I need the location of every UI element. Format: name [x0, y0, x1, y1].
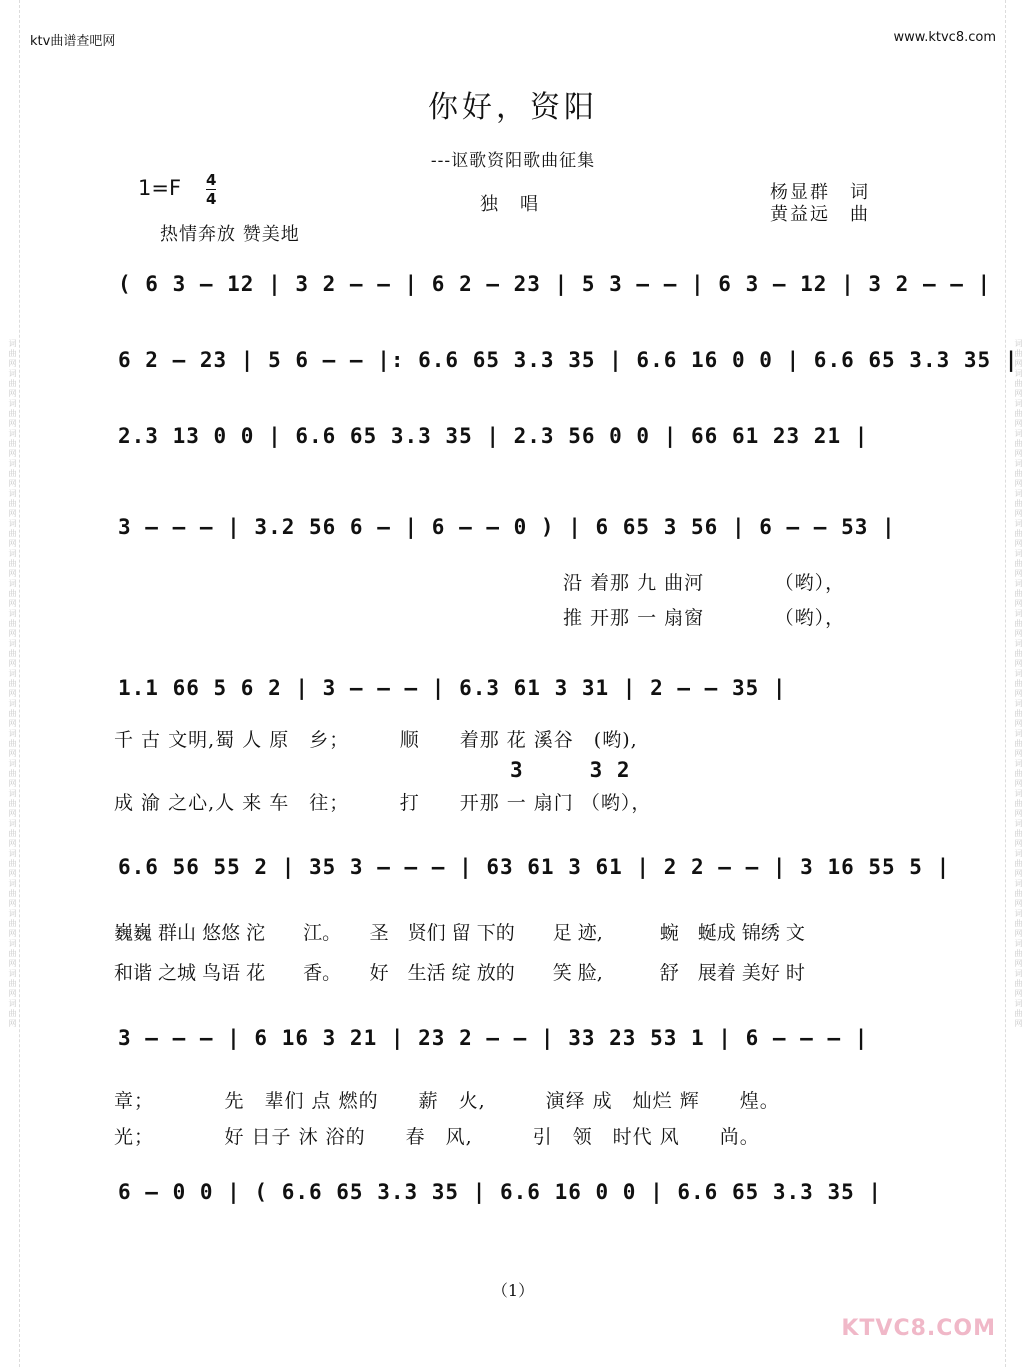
- left-margin-line: [19, 0, 20, 1367]
- page-number: （1）: [491, 1281, 535, 1300]
- lyric-verse2-line5: 成 渝 之心,人 来 车 往； 打 开那 一 扇门 （哟），: [114, 792, 652, 814]
- notation-line-6: 6.6 56 55 2 | 35 3 – – – | 63 61 3 61 | 2 2 – – | 3 16 55 5 |: [118, 855, 951, 879]
- side-watermark-left: 词曲网词曲网词曲网词曲网词曲网词曲网词曲网词曲网词曲网词曲网词曲网词曲网词曲网词曲网词曲网词曲网词曲网词曲网词曲网词曲网词曲网词曲网词曲网: [8, 338, 17, 1029]
- song-subtitle: ---讴歌资阳歌曲征集: [430, 151, 596, 171]
- lyricist-credit: 杨显群 词: [770, 182, 870, 203]
- notation-line-1: ( 6 3 – 12 | 3 2 – – | 6 2 – 23 | 5 3 – – | 6 3 – 12 | 3 2 – – |: [118, 272, 992, 296]
- right-margin-line: [1005, 0, 1006, 1367]
- notation-variant-line5: 3 3 2: [510, 758, 631, 782]
- notation-line-2: 6 2 – 23 | 5 6 – – |: 6.6 65 3.3 35 | 6.6 16 0 0 | 6.6 65 3.3 35 |: [118, 348, 1019, 372]
- notation-line-4: 3 – – – | 3.2 56 6 – | 6 – – 0 ) | 6 65 3 56 | 6 – – 53 |: [118, 515, 896, 539]
- notation-line-5: 1.1 66 5 6 2 | 3 – – – | 6.3 61 3 31 | 2 – – 35 |: [118, 676, 787, 700]
- ktvc8-logo-watermark: KTVC8.COM: [841, 1316, 996, 1341]
- lyric-verse1-line5: 千 古 文明,蜀 人 原 乡； 顺 着那 花 溪谷 (哟),: [114, 729, 638, 751]
- key-signature: 1=F: [138, 176, 182, 200]
- lyric-verse1-line4: 沿 着那 九 曲河 （哟），: [563, 572, 846, 594]
- notation-line-8: 6 – 0 0 | ( 6.6 65 3.3 35 | 6.6 16 0 0 | 6.6 65 3.3 35 |: [118, 1180, 883, 1204]
- meter-bottom: 4: [206, 190, 217, 208]
- site-name: ktv曲谱查吧网: [30, 34, 116, 49]
- site-url: www.ktvc8.com: [893, 30, 996, 45]
- lyric-verse2-line4: 推 开那 一 扇窗 （哟），: [563, 607, 846, 629]
- meter-top: 4: [206, 171, 217, 189]
- side-watermark-right: 词曲网词曲网词曲网词曲网词曲网词曲网词曲网词曲网词曲网词曲网词曲网词曲网词曲网词曲网词曲网词曲网词曲网词曲网词曲网词曲网词曲网词曲网词曲网: [1014, 338, 1023, 1029]
- lyric-verse2-line6: 和谐 之城 鸟语 花 香。 好 生活 绽 放的 笑 脸, 舒 展着 美好 时: [114, 962, 805, 984]
- expression-mark: 热情奔放 赞美地: [160, 224, 300, 245]
- lyric-verse1-line7: 章； 先 辈们 点 燃的 薪 火, 演绎 成 灿烂 辉 煌。: [114, 1090, 780, 1112]
- notation-line-3: 2.3 13 0 0 | 6.6 65 3.3 35 | 2.3 56 0 0 | 66 61 23 21 |: [118, 424, 869, 448]
- composer-credit: 黄益远 曲: [770, 204, 870, 225]
- lyric-verse2-line7: 光； 好 日子 沐 浴的 春 风, 引 领 时代 风 尚。: [114, 1126, 760, 1148]
- time-signature: [206, 172, 216, 207]
- song-title: 你好，资阳: [428, 90, 598, 125]
- notation-line-7: 3 – – – | 6 16 3 21 | 23 2 – – | 33 23 53 1 | 6 – – – |: [118, 1026, 869, 1050]
- performance-type: 独 唱: [480, 194, 540, 215]
- lyric-verse1-line6: 巍巍 群山 悠悠 沱 江。 圣 贤们 留 下的 足 迹, 蜿 蜒成 锦绣 文: [114, 922, 805, 944]
